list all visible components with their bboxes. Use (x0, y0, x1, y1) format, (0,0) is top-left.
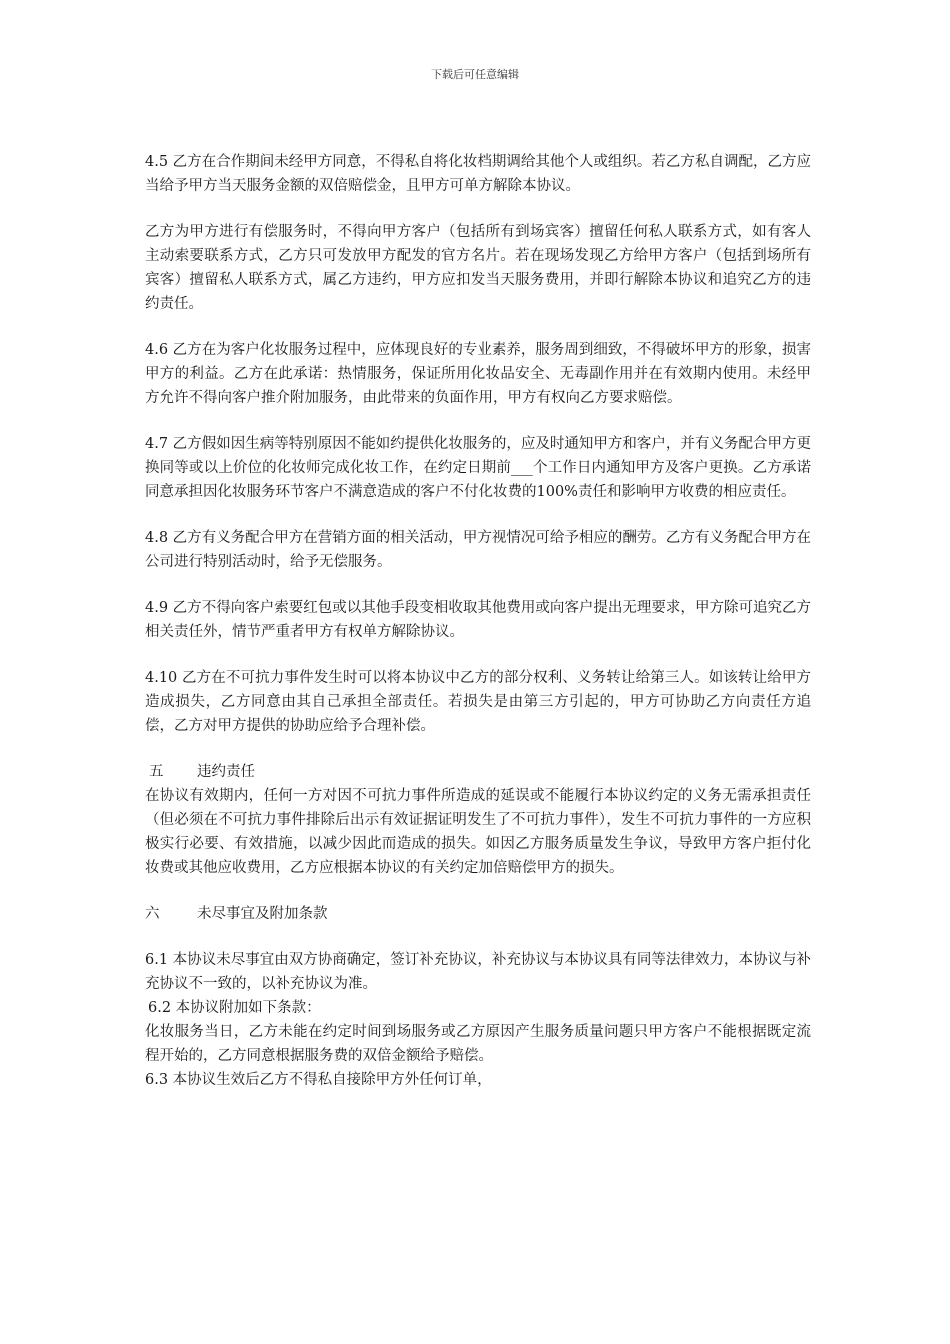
clause-6-2: 6.2 本协议附加如下条款： (148, 1000, 321, 1016)
clause-6-2-body: 化妆服务当日，乙方未能在约定时间到场服务或乙方原因产生服务质量问题只甲方客户不能根据既定流程开始的，乙方同意根据服务费的双倍金额给予赔偿。 (145, 1024, 811, 1064)
section-5-title: 违约责任 (197, 764, 255, 780)
clause-6-3: 6.3 本协议生效后乙方不得私自接除甲方外任何订单， (145, 1072, 492, 1088)
section-5-heading (145, 760, 811, 784)
clause-4-10: 4.10 乙方在不可抗力事件发生时可以将本协议中乙方的部分权利、义务转让给第三人。如该转让给甲方造成损失，乙方同意由其自己承担全部责任。若损失是由第三方引起的，甲方可协助乙方向责任方追偿，乙方对甲方提供的协助应给予合理补偿。 (145, 670, 811, 734)
clause-4-6: 4.6 乙方在为客户化妆服务过程中，应体现良好的专业素养，服务周到细致，不得破坏甲方的形象，损害甲方的利益。乙方在此承诺：热情服务，保证所用化妆品安全、无毒副作用并在有效期内使用。未经甲方允许不得向客户推介附加服务，由此带来的负面作用，甲方有权向乙方要求赔偿。 (145, 342, 811, 406)
clause-4-9: 4.9 乙方不得向客户索要红包或以其他手段变相收取其他费用或向客户提出无理要求，甲方除可追究乙方相关责任外，情节严重者甲方有权单方解除协议。 (145, 600, 811, 640)
document-body (145, 150, 811, 1092)
section-6-number: 六 (145, 906, 160, 922)
section-5-body: 在协议有效期内，任何一方对因不可抗力事件所造成的延误或不能履行本协议约定的义务无需承担责任（但必须在不可抗力事件排除后出示有效证据证明发生了不可抗力事件），发生不可抗力事件的一方应积极实行必要、有效措施，以减少因此而造成的损失。如因乙方服务质量发生争议，导致甲方客户拒付化妆费或其他应收费用，乙方应根据本协议的有关约定加倍赔偿甲方的损失。 (145, 788, 811, 876)
section-5-number: 五 (149, 764, 164, 780)
clause-4-7: 4.7 乙方假如因生病等特别原因不能如约提供化妆服务的，应及时通知甲方和客户，并有义务配合甲方更换同等或以上价位的化妆师完成化妆工作，在约定日期前___个工作日内通知甲方及客户更换。乙方承诺同意承担因化妆服务环节客户不满意造成的客户不付化妆费的100%责任和影响甲方收费的相应责任。 (145, 436, 811, 500)
clause-4-5-contact: 乙方为甲方进行有偿服务时，不得向甲方客户（包括所有到场宾客）擅留任何私人联系方式，如有客人主动索要联系方式，乙方只可发放甲方配发的官方名片。若在现场发现乙方给甲方客户（包括到场所有宾客）擅留私人联系方式，属乙方违约，甲方应扣发当天服务费用，并即行解除本协议和追究乙方的违约责任。 (145, 224, 811, 312)
section-6-heading (145, 902, 811, 926)
clause-4-5: 4.5 乙方在合作期间未经甲方同意，不得私自将化妆档期调给其他个人或组织。若乙方私自调配，乙方应当给予甲方当天服务金额的双倍赔偿金，且甲方可单方解除本协议。 (145, 154, 811, 194)
clause-6-1: 6.1 本协议未尽事宜由双方协商确定，签订补充协议，补充协议与本协议具有同等法律效力，本协议与补充协议不一致的，以补充协议为准。 (145, 952, 811, 992)
clause-4-8: 4.8 乙方有义务配合甲方在营销方面的相关活动，甲方视情况可给予相应的酬劳。乙方有义务配合甲方在公司进行特别活动时，给予无偿服务。 (145, 530, 811, 570)
page-header: 下载后可任意编辑 (431, 68, 519, 81)
section-6-title: 未尽事宜及附加条款 (197, 906, 328, 922)
